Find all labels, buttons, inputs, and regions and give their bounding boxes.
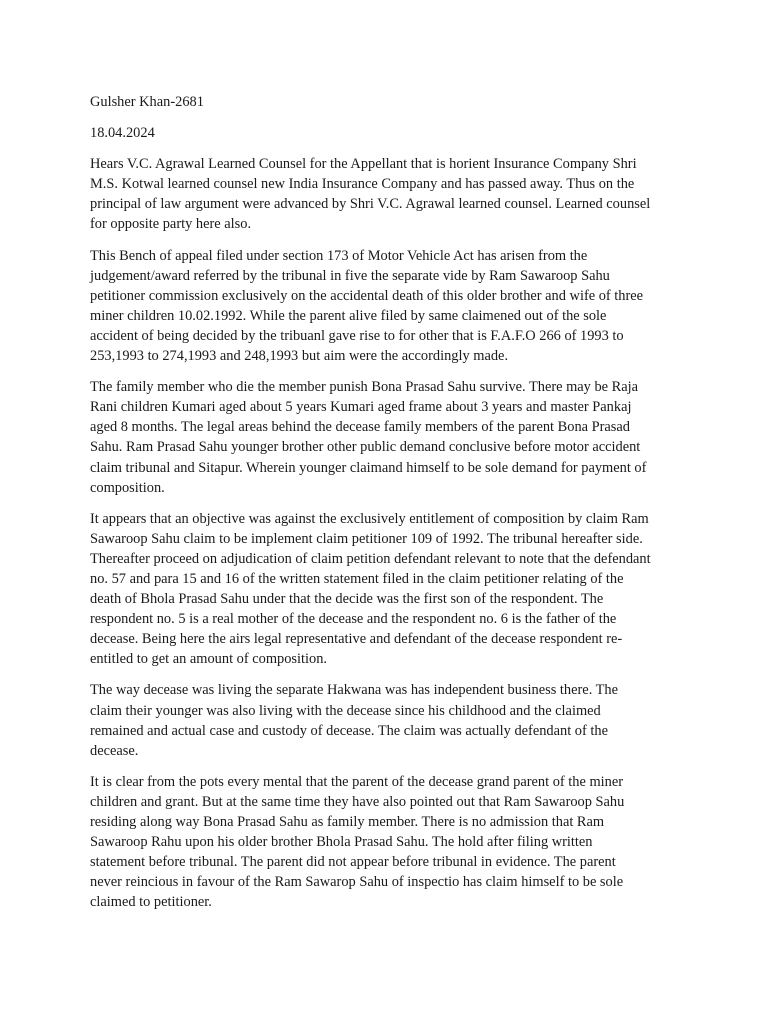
paragraph-line: children and grant. But at the same time they have also pointed out that Ram Sawaroop Sahu xyxy=(90,793,625,810)
paragraph-line: Sawaroop Sahu claim to be implement claim petitioner 109 of 1992. The tribunal hereafter side. xyxy=(90,530,643,547)
paragraph xyxy=(90,377,690,498)
paragraph-line: respondent no. 5 is a real mother of the decease and the respondent no. 6 is the father of the xyxy=(90,611,617,628)
paragraph-line: This Bench of appeal filed under section 173 of Motor Vehicle Act has arisen from the xyxy=(90,247,588,264)
paragraph-line: death of Bhola Prasad Sahu under that the decide was the first son of the respondent. The xyxy=(90,591,604,608)
paragraph-line: entitled to get an amount of composition. xyxy=(90,651,328,668)
document-date: 18.04.2024 xyxy=(90,125,155,142)
paragraph-line: for opposite party here also. xyxy=(90,216,252,233)
paragraph xyxy=(90,154,690,234)
paragraph-line: Hears V.C. Agrawal Learned Counsel for the Appellant that is horient Insurance Company Shri xyxy=(90,156,637,173)
paragraph-line: It is clear from the pots every mental that the parent of the decease grand parent of the miner xyxy=(90,773,624,790)
paragraph xyxy=(90,772,690,913)
paragraph xyxy=(90,509,690,670)
paragraph-line: petitioner commission exclusively on the accidental death of this older brother and wife of three xyxy=(90,287,644,304)
paragraph-line: accident of being decided by the tribuanl gave rise to for other that is F.A.F.O 266 of 1993 to xyxy=(90,327,624,344)
paragraph-line: miner children 10.02.1992. While the parent alive filed by same claimened out of the sole xyxy=(90,307,607,324)
document-author-line: Gulsher Khan-2681 xyxy=(90,94,204,110)
paragraph-line: It appears that an objective was against the exclusively entitlement of composition by claim Ram xyxy=(90,510,649,527)
document-page xyxy=(90,92,690,923)
paragraph-line: claimed to petitioner. xyxy=(90,894,212,911)
document-body xyxy=(90,154,690,912)
paragraph xyxy=(90,680,690,760)
paragraph-line: aged 8 months. The legal areas behind the decease family members of the parent Bona Prasad xyxy=(90,419,630,436)
paragraph-line: statement before tribunal. The parent did not appear before tribunal in evidence. The parent xyxy=(90,854,616,871)
paragraph-line: Thereafter proceed on adjudication of claim petition defendant relevant to note that the defendant xyxy=(90,550,651,567)
paragraph-line: claim tribunal and Sitapur. Wherein younger claimand himself to be sole demand for payment of xyxy=(90,459,647,476)
paragraph-line: residing along way Bona Prasad Sahu as family member. There is no admission that Ram xyxy=(90,814,605,830)
paragraph-line: The way decease was living the separate Hakwana was has independent business there. The xyxy=(90,682,618,699)
paragraph-line: Sawaroop Rahu upon his older brother Bhola Prasad Sahu. The hold after filing written xyxy=(90,834,593,851)
paragraph-line: no. 57 and para 15 and 16 of the written statement filed in the claim petitioner relating of the xyxy=(90,570,624,587)
paragraph-line: Sahu. Ram Prasad Sahu younger brother other public demand conclusive before motor accident xyxy=(90,439,641,456)
paragraph-line: 253,1993 to 274,1993 and 248,1993 but aim were the accordingly made. xyxy=(90,348,509,365)
paragraph-line: claim their younger was also living with the decease since his childhood and the claimed xyxy=(90,702,601,719)
paragraph-line: decease. Being here the airs legal representative and defendant of the decease respondent re- xyxy=(90,631,623,648)
paragraph xyxy=(90,246,690,367)
paragraph-line: never reincious in favour of the Ram Sawarop Sahu of inspectio has claim himself to be sole xyxy=(90,874,624,891)
paragraph-line: M.S. Kotwal learned counsel new India Insurance Company and has passed away. Thus on the xyxy=(90,176,635,193)
paragraph-line: principal of law argument were advanced by Shri V.C. Agrawal learned counsel. Learned counsel xyxy=(90,196,651,213)
paragraph-line: Rani children Kumari aged about 5 years Kumari aged frame about 3 years and master Pankaj xyxy=(90,399,632,416)
paragraph-line: judgement/award referred by the tribunal in five the separate vide by Ram Sawaroop Sahu xyxy=(90,267,610,284)
paragraph-line: The family member who die the member punish Bona Prasad Sahu survive. There may be Raja xyxy=(90,379,639,396)
paragraph-line: composition. xyxy=(90,479,165,496)
paragraph-line: decease. xyxy=(90,742,139,759)
paragraph-line: remained and actual case and custody of decease. The claim was actually defendant of the xyxy=(90,722,608,739)
